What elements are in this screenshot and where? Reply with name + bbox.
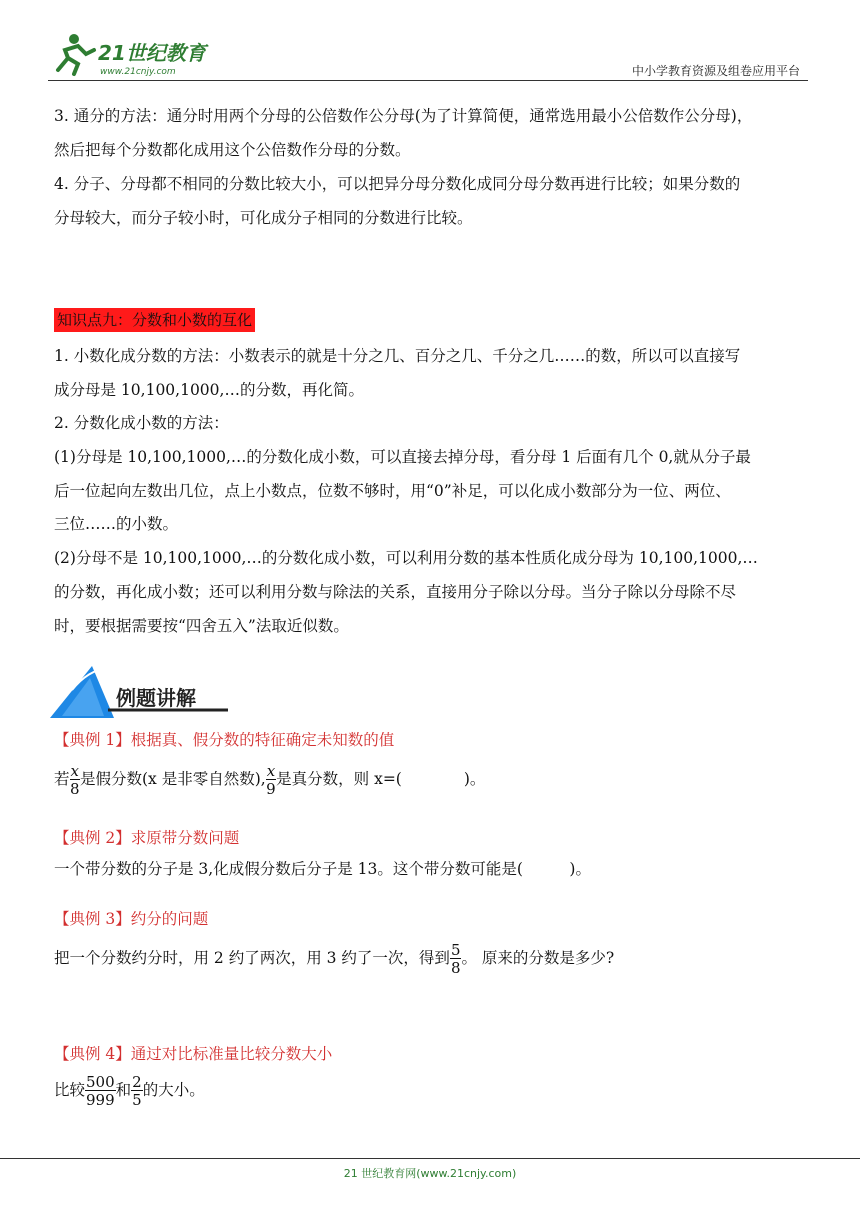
kp-line-8: 的分数，再化成小数；还可以利用分数与除法的关系，直接用分子除以分母。当分子除以分母除不尽 [54,583,737,601]
para-3-line-2: 然后把每个分数都化成用这个公倍数作分母的分数。 [54,141,411,159]
header-divider [48,80,808,81]
para-4-line-1: 4. 分子、分母都不相同的分数比较大小，可以把异分母分数化成同分母分数再进行比较；如果分数的 [54,175,741,193]
ex1-text-1: 若 [54,770,70,788]
example-2-heading: 【典例 2】求原带分数问题 [54,829,240,847]
knowledge-point-title: 知识点九：分数和小数的互化 [54,308,255,332]
example-3-heading: 【典例 3】约分的问题 [54,910,209,928]
fraction-x-over-8: $\frac{x}{8}$ [69,761,80,798]
ex4-text-1: 比较 [54,1081,86,1099]
para-4-line-2: 分母较大，而分子较小时，可化成分子相同的分数进行比较。 [54,209,473,227]
fraction-2-over-5: $\frac{2}{5}$ [132,1072,142,1109]
kp-line-2: 成分母是 10,100,1000,…的分数，再化简。 [54,381,364,399]
fraction-x-over-9: $\frac{x}{9}$ [266,761,276,798]
fraction-500-over-999: $\frac{500}{999}$ [86,1072,115,1109]
example-4-body [54,1070,814,1110]
kp-line-3: 2. 分数化成小数的方法： [54,414,229,432]
ex4-text-3: 的大小。 [142,1081,205,1099]
example-1-body [54,759,814,799]
ex1-text-2: 是假分数(x 是非零自然数), [79,770,266,788]
runner-icon [58,34,94,74]
ex4-text-2: 和 [115,1081,132,1099]
kp-line-7: (2)分母不是 10,100,1000,…的分数化成小数，可以利用分数的基本性质化成分母为 10,100,1000,… [54,549,758,567]
example-2-body: 一个带分数的分子是 3,化成假分数后分子是 13。这个带分数可能是( )。 [54,860,591,878]
footer-divider [0,1158,860,1159]
example-3-body [54,938,814,978]
kp-line-1: 1. 小数化成分数的方法：小数表示的就是十分之几、百分之几、千分之几……的数，所以可以直接写 [54,347,741,365]
ex1-text-3: 是真分数，则 x=( )。 [276,770,486,788]
kp-line-5: 后一位起向左数出几位，点上小数点，位数不够时，用“0”补足，可以化成小数部分为一位、两位、 [54,482,731,500]
logo-text: 21世纪教育 [98,41,206,65]
kp-line-6: 三位……的小数。 [54,515,179,533]
logo [48,30,218,78]
section-title: 例题讲解 [116,686,196,710]
platform-name: 中小学教育资源及组卷应用平台 [631,64,800,78]
logo-url: www.21cnjy.com [100,67,176,77]
example-1-heading: 【典例 1】根据真、假分数的特征确定未知数的值 [54,731,395,749]
ex3-text-2: 。 原来的分数是多少? [461,949,615,967]
para-3-line-1: 3. 通分的方法：通分时用两个分母的公倍数作公分母(为了计算简便，通常选用最小公倍数作公分母)， [54,107,753,125]
example-4-heading: 【典例 4】通过对比标准量比较分数大小 [54,1045,333,1063]
kp-line-4: (1)分母是 10,100,1000,…的分数化成小数，可以直接去掉分母，看分母 1 后面有几个 0,就从分子最 [54,448,751,466]
fraction-5-over-8: $\frac{5}{8}$ [450,940,461,977]
ex3-text-1: 把一个分数约分时，用 2 约了两次，用 3 约了一次，得到 [54,949,450,967]
kp-line-9: 时，要根据需要按“四舍五入”法取近似数。 [54,617,349,635]
footer-link[interactable]: 21 世纪教育网(www.21cnjy.com) [343,1167,517,1180]
